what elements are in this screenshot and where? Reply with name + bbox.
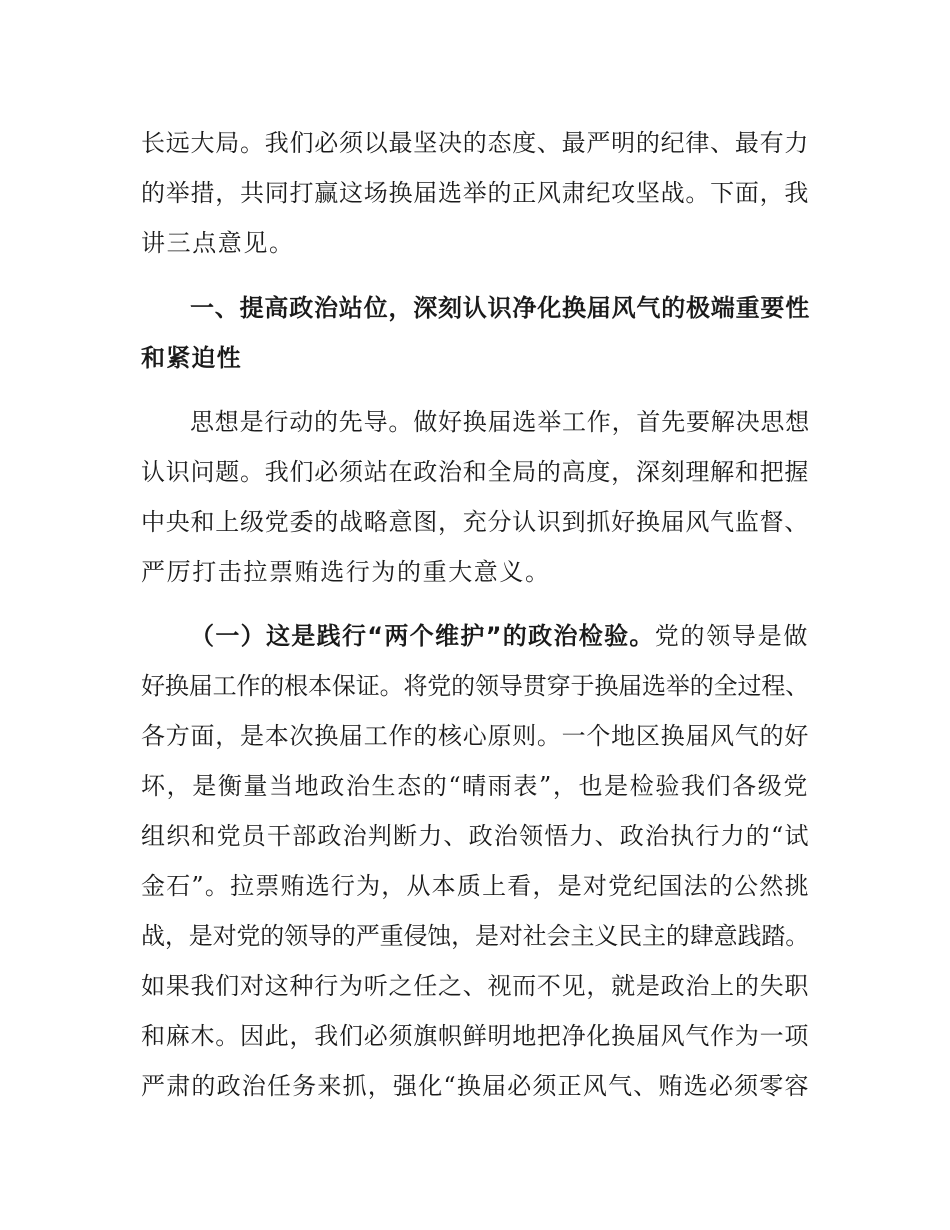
paragraph-intro (141, 124, 809, 262)
text-line: 金石”。拉票贿选行为，从本质上看，是对党纪国法的公然挑 (141, 872, 810, 900)
text-line: 坏，是衡量当地政治生态的“晴雨表”，也是检验我们各级党 (141, 772, 809, 800)
text-line: 中央和上级党委的战略意图，充分认识到抓好换届风气监督、 (141, 508, 809, 536)
text-line: 严肃的政治任务来抓，强化“换届必须正风气、贿选必须零容 (141, 1072, 810, 1100)
text-line: 思想是行动的先导。做好换届选举工作，首先要解决思想 (190, 408, 810, 436)
paragraph-political-test (141, 617, 809, 1105)
text-line: 讲三点意见。 (141, 229, 295, 257)
text-line: 长远大局。我们必须以最坚决的态度、最严明的纪律、最有力 (141, 129, 809, 157)
text-line: 认识问题。我们必须站在政治和全局的高度，深刻理解和把握 (141, 458, 809, 486)
text-line: 严厉打击拉票贿选行为的重大意义。 (141, 558, 551, 586)
text-line: 好换届工作的根本保证。将党的领导贯穿于换届选举的全过程、 (141, 672, 809, 700)
text-line: 的举措，共同打赢这场换届选举的正风肃纪攻坚战。下面，我 (141, 179, 809, 207)
text-line: 组织和党员干部政治判断力、政治领悟力、政治执行力的“试 (141, 822, 810, 850)
section-heading (141, 289, 809, 377)
paragraph-thought (141, 403, 809, 591)
text-line: 如果我们对这种行为听之任之、视而不见，就是政治上的失职 (141, 972, 809, 1000)
text-line: 各方面，是本次换届工作的核心原则。一个地区换届风气的好 (141, 722, 809, 750)
heading-line: 和紧迫性 (141, 344, 242, 372)
subheading-inline: （一）这是践行“两个维护”的政治检验。 (190, 622, 655, 650)
heading-line: 一、提高政治站位，深刻认识净化换届风气的极端重要性 (190, 294, 810, 322)
text-line (141, 617, 809, 655)
text-line: 和麻木。因此，我们必须旗帜鲜明地把净化换届风气作为一项 (141, 1022, 809, 1050)
text-line: 战，是对党的领导的严重侵蚀，是对社会主义民主的肆意践踏。 (141, 922, 809, 950)
text-inline: 党的领导是做 (654, 622, 809, 650)
